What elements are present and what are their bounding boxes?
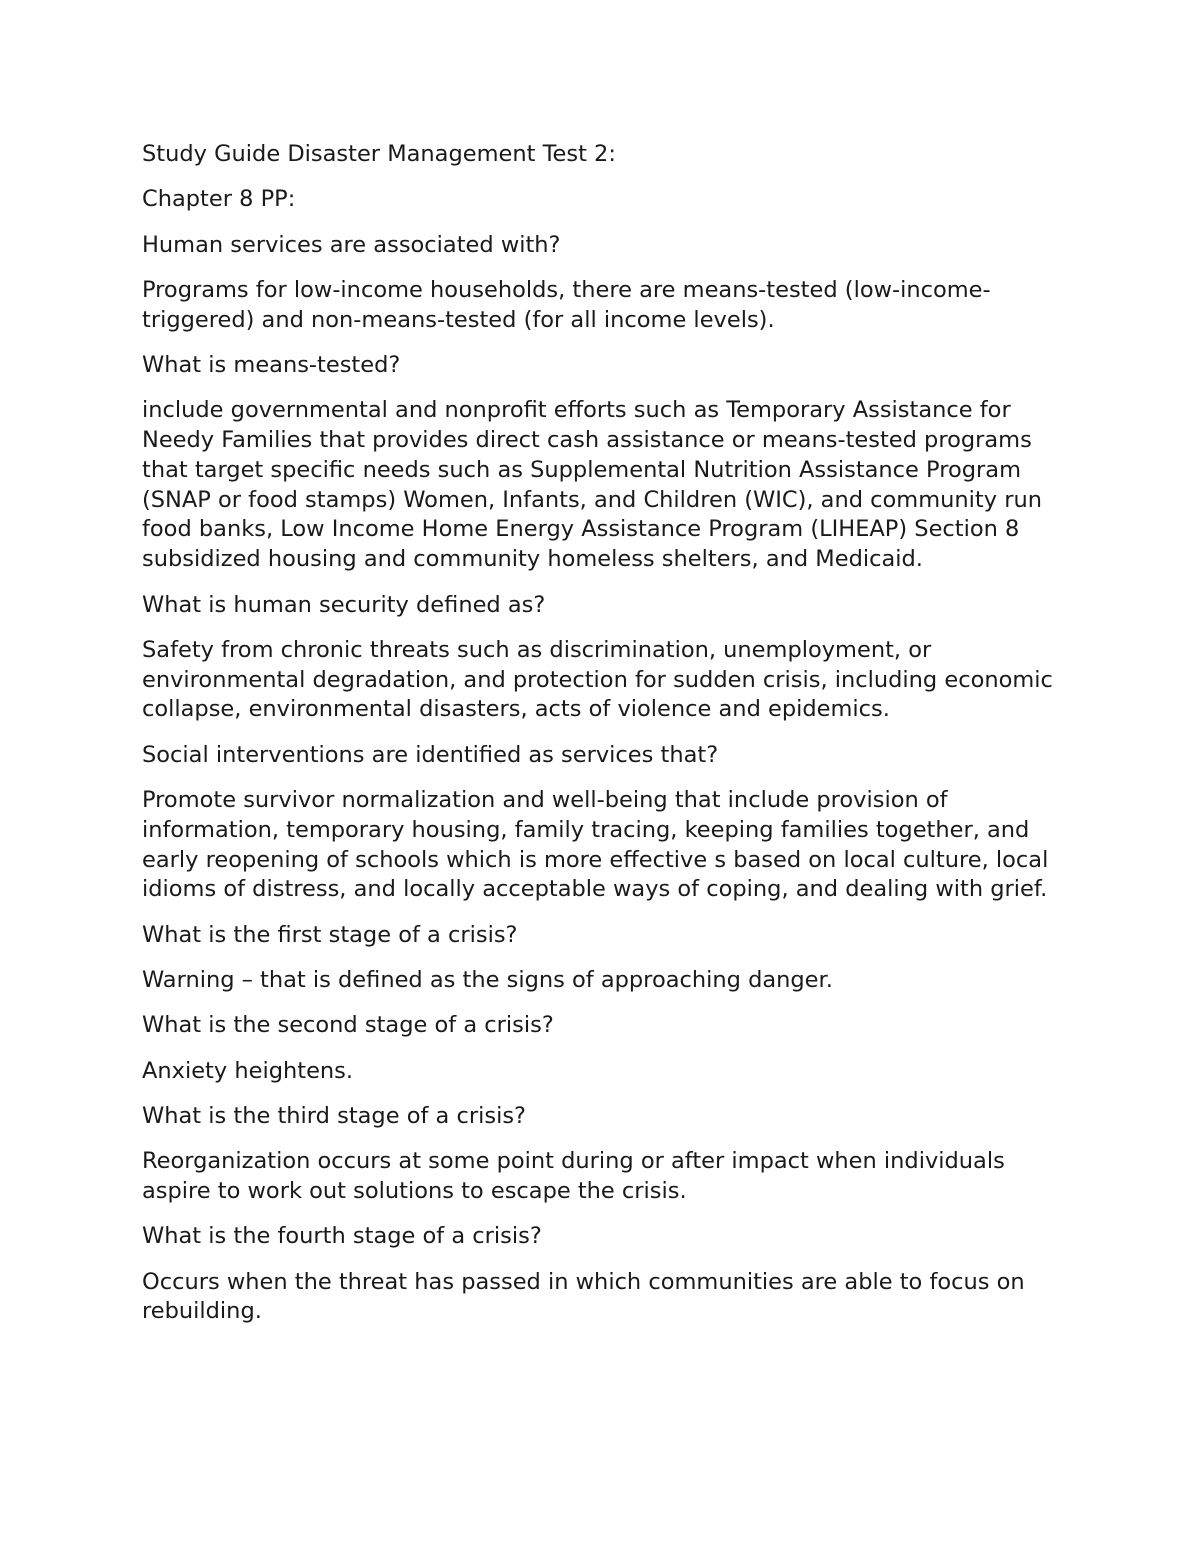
question-fourth-stage: What is the fourth stage of a crisis? xyxy=(142,1223,542,1250)
answer-social-interventions: Promote survivor normalization and well-being that include provision of information, temporary housing, family tracing, keeping families together, and early reopening of schools which is more effective s based on local culture, local idioms of distress, and locally acceptable ways of coping, and dealing with grief. xyxy=(142,787,1049,903)
document-body xyxy=(142,140,1067,1343)
question-third-stage: What is the third stage of a crisis? xyxy=(142,1102,526,1129)
chapter-heading: Chapter 8 PP: xyxy=(142,186,296,213)
question-means-tested: What is means-tested? xyxy=(142,351,401,378)
document-title: Study Guide Disaster Management Test 2: xyxy=(142,141,616,167)
answer-means-tested: include governmental and nonprofit efforts such as Temporary Assistance for Needy Families that provides direct cash assistance or means-tested programs that target specific needs such as Supplemental Nutrition Assistance Program (SNAP or food stamps) Women, Infants, and Children (WIC), and community run food banks, Low Income Home Energy Assistance Program (LIHEAP) Section 8 subsidized housing and community homeless shelters, and Medicaid. xyxy=(142,397,1042,573)
answer-human-services: Programs for low-income households, there are means-tested (low-income-triggered) and non-means-tested (for all income levels). xyxy=(142,276,991,333)
question-human-security: What is human security defined as? xyxy=(142,591,546,618)
answer-second-stage: Anxiety heightens. xyxy=(142,1057,354,1084)
answer-first-stage: Warning – that is defined as the signs of approaching danger. xyxy=(142,967,833,994)
answer-fourth-stage: Occurs when the threat has passed in which communities are able to focus on rebuilding. xyxy=(142,1268,1025,1325)
question-social-interventions: Social interventions are identified as services that? xyxy=(142,741,719,768)
question-first-stage: What is the first stage of a crisis? xyxy=(142,921,518,948)
answer-third-stage: Reorganization occurs at some point during or after impact when individuals aspire to work out solutions to escape the crisis. xyxy=(142,1148,1005,1205)
question-second-stage: What is the second stage of a crisis? xyxy=(142,1012,554,1039)
answer-human-security: Safety from chronic threats such as discrimination, unemployment, or environmental degradation, and protection for sudden crisis, including economic collapse, environmental disasters, acts of violence and epidemics. xyxy=(142,636,1053,723)
question-human-services: Human services are associated with? xyxy=(142,231,561,258)
